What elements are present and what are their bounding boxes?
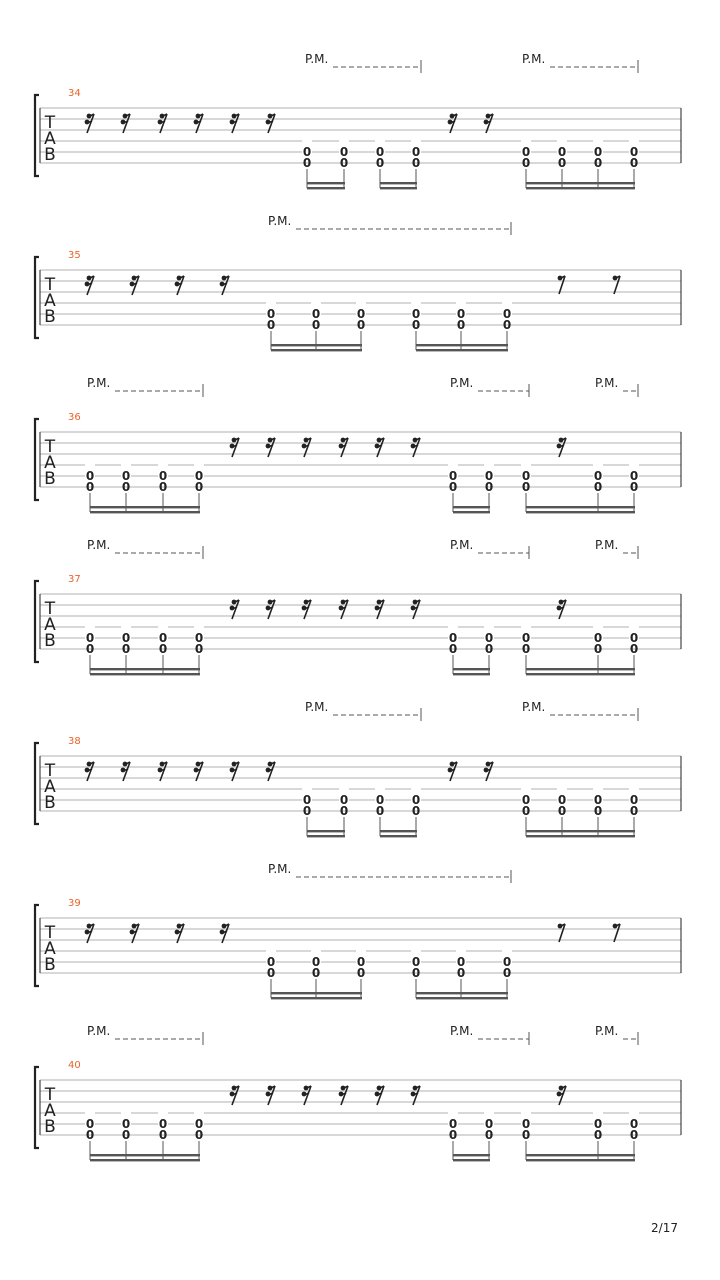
measure-number: 39	[68, 898, 81, 909]
tab-clef-letter: A	[44, 453, 56, 473]
fret-number: 0	[502, 955, 512, 969]
fret-number: 0	[158, 480, 168, 494]
fret-number: 0	[484, 480, 494, 494]
fret-number: 0	[194, 469, 204, 483]
fret-number: 0	[266, 966, 276, 980]
tab-clef-letter: B	[44, 307, 56, 327]
fret-number: 0	[411, 145, 421, 159]
fret-number: 0	[629, 1128, 639, 1142]
fret-number: 0	[411, 307, 421, 321]
fret-number: 0	[121, 469, 131, 483]
fret-number: 0	[557, 156, 567, 170]
measure-number: 40	[68, 1060, 81, 1071]
fret-number: 0	[311, 318, 321, 332]
tab-clef-letter: T	[44, 599, 56, 619]
fret-number: 0	[158, 642, 168, 656]
fret-number: 0	[593, 156, 603, 170]
fret-number: 0	[629, 793, 639, 807]
fret-number: 0	[158, 631, 168, 645]
fret-number: 0	[85, 469, 95, 483]
fret-number: 0	[158, 1117, 168, 1131]
fret-number: 0	[194, 1128, 204, 1142]
palm-mute-label: P.M.	[87, 1024, 111, 1038]
fret-number: 0	[448, 480, 458, 494]
fret-number: 0	[448, 642, 458, 656]
fret-number: 0	[411, 804, 421, 818]
system-bracket	[35, 95, 39, 176]
fret-number: 0	[448, 1117, 458, 1131]
fret-number: 0	[411, 955, 421, 969]
staff-system	[35, 376, 681, 513]
measure-number: 37	[68, 574, 81, 585]
tab-clef-letter: A	[44, 777, 56, 797]
fret-number: 0	[158, 1128, 168, 1142]
beam-primary	[380, 182, 417, 184]
palm-mute-label: P.M.	[268, 214, 292, 228]
fret-number: 0	[521, 804, 531, 818]
fret-number: 0	[521, 793, 531, 807]
fret-number: 0	[411, 793, 421, 807]
fret-number: 0	[411, 966, 421, 980]
fret-number: 0	[484, 469, 494, 483]
staff-system	[35, 214, 681, 351]
fret-number: 0	[302, 804, 312, 818]
fret-number: 0	[339, 793, 349, 807]
fret-number: 0	[121, 642, 131, 656]
fret-number: 0	[593, 469, 603, 483]
beam-secondary	[453, 511, 490, 513]
fret-number: 0	[85, 1128, 95, 1142]
beam-primary	[90, 1154, 200, 1156]
fret-number: 0	[456, 318, 466, 332]
fret-number: 0	[339, 156, 349, 170]
fret-number: 0	[593, 1128, 603, 1142]
fret-number: 0	[411, 156, 421, 170]
measure-number: 36	[68, 412, 81, 423]
palm-mute-label: P.M.	[268, 862, 292, 876]
fret-number: 0	[629, 469, 639, 483]
palm-mute-label: P.M.	[450, 376, 474, 390]
beam-primary	[526, 182, 635, 184]
fret-number: 0	[375, 156, 385, 170]
eighth-rest	[613, 924, 620, 942]
palm-mute-label: P.M.	[595, 376, 619, 390]
beam-secondary	[416, 997, 508, 999]
beam-secondary	[271, 349, 362, 351]
fret-number: 0	[521, 480, 531, 494]
fret-number: 0	[375, 145, 385, 159]
tab-clef-letter: B	[44, 469, 56, 489]
fret-number: 0	[266, 307, 276, 321]
fret-number: 0	[593, 631, 603, 645]
beam-secondary	[90, 673, 200, 675]
beam-secondary	[526, 1159, 635, 1161]
fret-number: 0	[521, 631, 531, 645]
staff-system	[35, 52, 681, 189]
fret-number: 0	[502, 318, 512, 332]
system-bracket	[35, 743, 39, 824]
fret-number: 0	[593, 480, 603, 494]
fret-number: 0	[311, 307, 321, 321]
fret-number: 0	[502, 307, 512, 321]
fret-number: 0	[356, 955, 366, 969]
beam-primary	[526, 668, 635, 670]
fret-number: 0	[302, 145, 312, 159]
system-bracket	[35, 1067, 39, 1148]
fret-number: 0	[194, 480, 204, 494]
system-bracket	[35, 581, 39, 662]
fret-number: 0	[85, 642, 95, 656]
beam-secondary	[307, 187, 345, 189]
staff-system	[35, 538, 681, 675]
beam-secondary	[526, 187, 635, 189]
beam-primary	[90, 506, 200, 508]
staff-system	[35, 1024, 681, 1161]
beam-secondary	[380, 835, 417, 837]
fret-number: 0	[629, 631, 639, 645]
tab-clef-letter: A	[44, 615, 56, 635]
fret-number: 0	[629, 804, 639, 818]
palm-mute-label: P.M.	[450, 538, 474, 552]
palm-mute-label: P.M.	[595, 1024, 619, 1038]
tab-clef-letter: B	[44, 793, 56, 813]
fret-number: 0	[158, 469, 168, 483]
beam-primary	[271, 344, 362, 346]
beam-primary	[526, 506, 635, 508]
beam-primary	[307, 830, 345, 832]
fret-number: 0	[593, 793, 603, 807]
measure-number: 38	[68, 736, 81, 747]
palm-mute-label: P.M.	[522, 700, 546, 714]
fret-number: 0	[121, 1117, 131, 1131]
fret-number: 0	[121, 480, 131, 494]
fret-number: 0	[502, 966, 512, 980]
fret-number: 0	[629, 156, 639, 170]
fret-number: 0	[266, 318, 276, 332]
tab-clef-letter: A	[44, 129, 56, 149]
beam-primary	[526, 1154, 635, 1156]
eighth-rest	[558, 276, 565, 294]
tab-clef-letter: T	[44, 437, 56, 457]
system-bracket	[35, 905, 39, 986]
fret-number: 0	[593, 1117, 603, 1131]
beam-secondary	[307, 835, 345, 837]
fret-number: 0	[484, 642, 494, 656]
system-bracket	[35, 257, 39, 338]
fret-number: 0	[456, 307, 466, 321]
system-bracket	[35, 419, 39, 500]
fret-number: 0	[194, 631, 204, 645]
fret-number: 0	[339, 804, 349, 818]
fret-number: 0	[85, 631, 95, 645]
fret-number: 0	[521, 642, 531, 656]
tab-clef-letter: A	[44, 291, 56, 311]
beam-primary	[271, 992, 362, 994]
fret-number: 0	[456, 955, 466, 969]
staff-system	[35, 700, 681, 837]
fret-number: 0	[484, 1117, 494, 1131]
tab-clef-letter: B	[44, 955, 56, 975]
tab-clef-letter: T	[44, 1085, 56, 1105]
fret-number: 0	[521, 1117, 531, 1131]
beam-primary	[416, 992, 508, 994]
beam-secondary	[453, 1159, 490, 1161]
beam-primary	[307, 182, 345, 184]
staff-system	[35, 862, 681, 999]
fret-number: 0	[356, 318, 366, 332]
fret-number: 0	[339, 145, 349, 159]
palm-mute-label: P.M.	[305, 700, 329, 714]
fret-number: 0	[356, 966, 366, 980]
beam-secondary	[526, 835, 635, 837]
fret-number: 0	[593, 804, 603, 818]
fret-number: 0	[629, 145, 639, 159]
fret-number: 0	[302, 156, 312, 170]
palm-mute-label: P.M.	[305, 52, 329, 66]
beam-secondary	[380, 187, 417, 189]
fret-number: 0	[593, 642, 603, 656]
tab-clef-letter: B	[44, 1117, 56, 1137]
beam-primary	[90, 668, 200, 670]
beam-primary	[453, 506, 490, 508]
beam-primary	[526, 830, 635, 832]
measure-number: 35	[68, 250, 81, 261]
beam-primary	[453, 668, 490, 670]
palm-mute-label: P.M.	[87, 376, 111, 390]
fret-number: 0	[311, 955, 321, 969]
fret-number: 0	[484, 1128, 494, 1142]
fret-number: 0	[194, 642, 204, 656]
beam-primary	[416, 344, 508, 346]
fret-number: 0	[121, 631, 131, 645]
fret-number: 0	[302, 793, 312, 807]
fret-number: 0	[375, 804, 385, 818]
eighth-rest	[613, 276, 620, 294]
tab-clef-letter: A	[44, 939, 56, 959]
fret-number: 0	[448, 631, 458, 645]
measure-number: 34	[68, 88, 81, 99]
fret-number: 0	[484, 631, 494, 645]
fret-number: 0	[557, 804, 567, 818]
fret-number: 0	[356, 307, 366, 321]
eighth-rest	[558, 924, 565, 942]
tab-clef-letter: B	[44, 631, 56, 651]
fret-number: 0	[85, 1117, 95, 1131]
fret-number: 0	[629, 480, 639, 494]
fret-number: 0	[557, 793, 567, 807]
fret-number: 0	[521, 469, 531, 483]
beam-secondary	[416, 349, 508, 351]
beam-secondary	[453, 673, 490, 675]
fret-number: 0	[629, 1117, 639, 1131]
fret-number: 0	[194, 1117, 204, 1131]
beam-secondary	[271, 997, 362, 999]
fret-number: 0	[629, 642, 639, 656]
fret-number: 0	[521, 156, 531, 170]
fret-number: 0	[593, 145, 603, 159]
palm-mute-label: P.M.	[450, 1024, 474, 1038]
fret-number: 0	[121, 1128, 131, 1142]
fret-number: 0	[311, 966, 321, 980]
fret-number: 0	[521, 1128, 531, 1142]
fret-number: 0	[557, 145, 567, 159]
fret-number: 0	[375, 793, 385, 807]
page-number: 2/17	[651, 1221, 678, 1235]
tab-clef-letter: A	[44, 1101, 56, 1121]
fret-number: 0	[411, 318, 421, 332]
beam-secondary	[90, 1159, 200, 1161]
tab-clef-letter: T	[44, 761, 56, 781]
palm-mute-label: P.M.	[87, 538, 111, 552]
beam-secondary	[526, 673, 635, 675]
beam-secondary	[526, 511, 635, 513]
palm-mute-label: P.M.	[595, 538, 619, 552]
tab-clef-letter: T	[44, 275, 56, 295]
beam-secondary	[90, 511, 200, 513]
tab-clef-letter: T	[44, 113, 56, 133]
beam-primary	[453, 1154, 490, 1156]
beam-primary	[380, 830, 417, 832]
tab-clef-letter: B	[44, 145, 56, 165]
fret-number: 0	[521, 145, 531, 159]
fret-number: 0	[448, 469, 458, 483]
fret-number: 0	[456, 966, 466, 980]
palm-mute-label: P.M.	[522, 52, 546, 66]
fret-number: 0	[448, 1128, 458, 1142]
tab-clef-letter: T	[44, 923, 56, 943]
fret-number: 0	[85, 480, 95, 494]
fret-number: 0	[266, 955, 276, 969]
